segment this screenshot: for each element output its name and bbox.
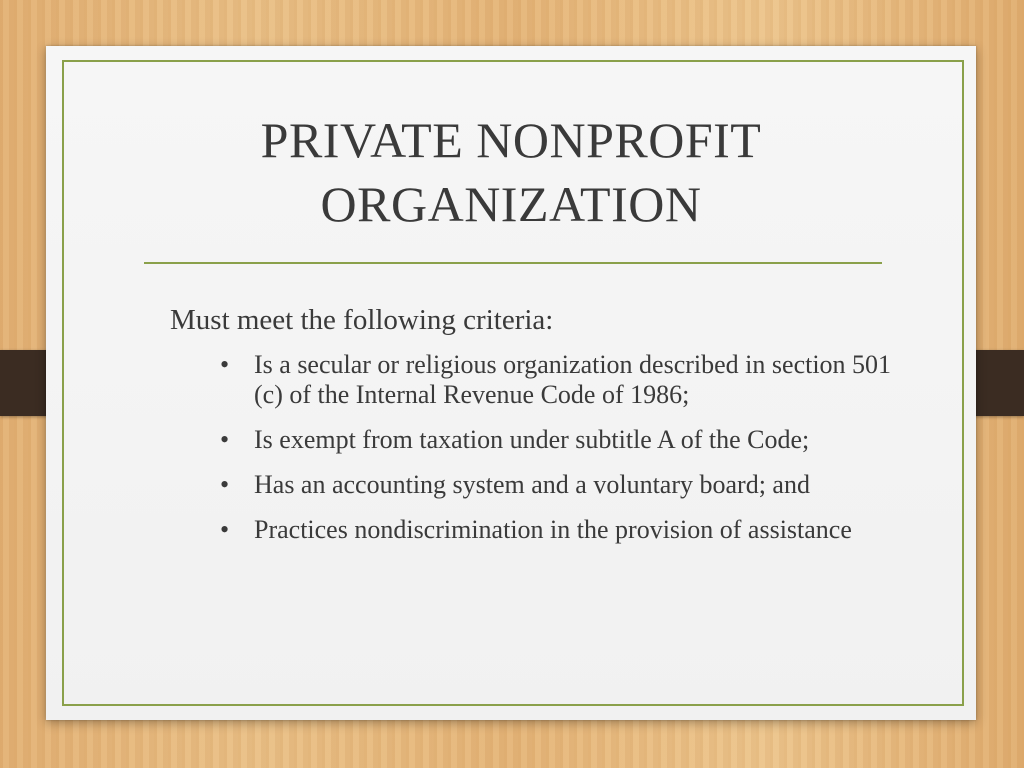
slide-title-line-2: ORGANIZATION — [320, 176, 702, 232]
list-item-text: Has an accounting system and a voluntary board; and — [254, 470, 810, 499]
list-item — [216, 350, 916, 410]
slide-card — [46, 46, 976, 720]
criteria-intro: Must meet the following criteria: — [170, 304, 554, 336]
slide-title-line-1: PRIVATE NONPROFIT — [260, 112, 762, 168]
list-item-text: Is exempt from taxation under subtitle A of the Code; — [254, 425, 810, 454]
title-divider — [144, 262, 882, 264]
bullet-icon: • — [220, 425, 230, 454]
bullet-icon: • — [220, 350, 230, 379]
criteria-list — [216, 350, 916, 560]
list-item — [216, 515, 916, 545]
list-item-text: Is a secular or religious organization described in section 501 (c) of the Internal Revenue Code of 1986; — [254, 350, 892, 409]
bullet-icon: • — [220, 515, 230, 544]
list-item — [216, 425, 916, 455]
slide-title — [196, 108, 826, 236]
bullet-icon: • — [220, 470, 230, 499]
list-item-text: Practices nondiscrimination in the provision of assistance — [254, 515, 852, 544]
list-item — [216, 470, 916, 500]
